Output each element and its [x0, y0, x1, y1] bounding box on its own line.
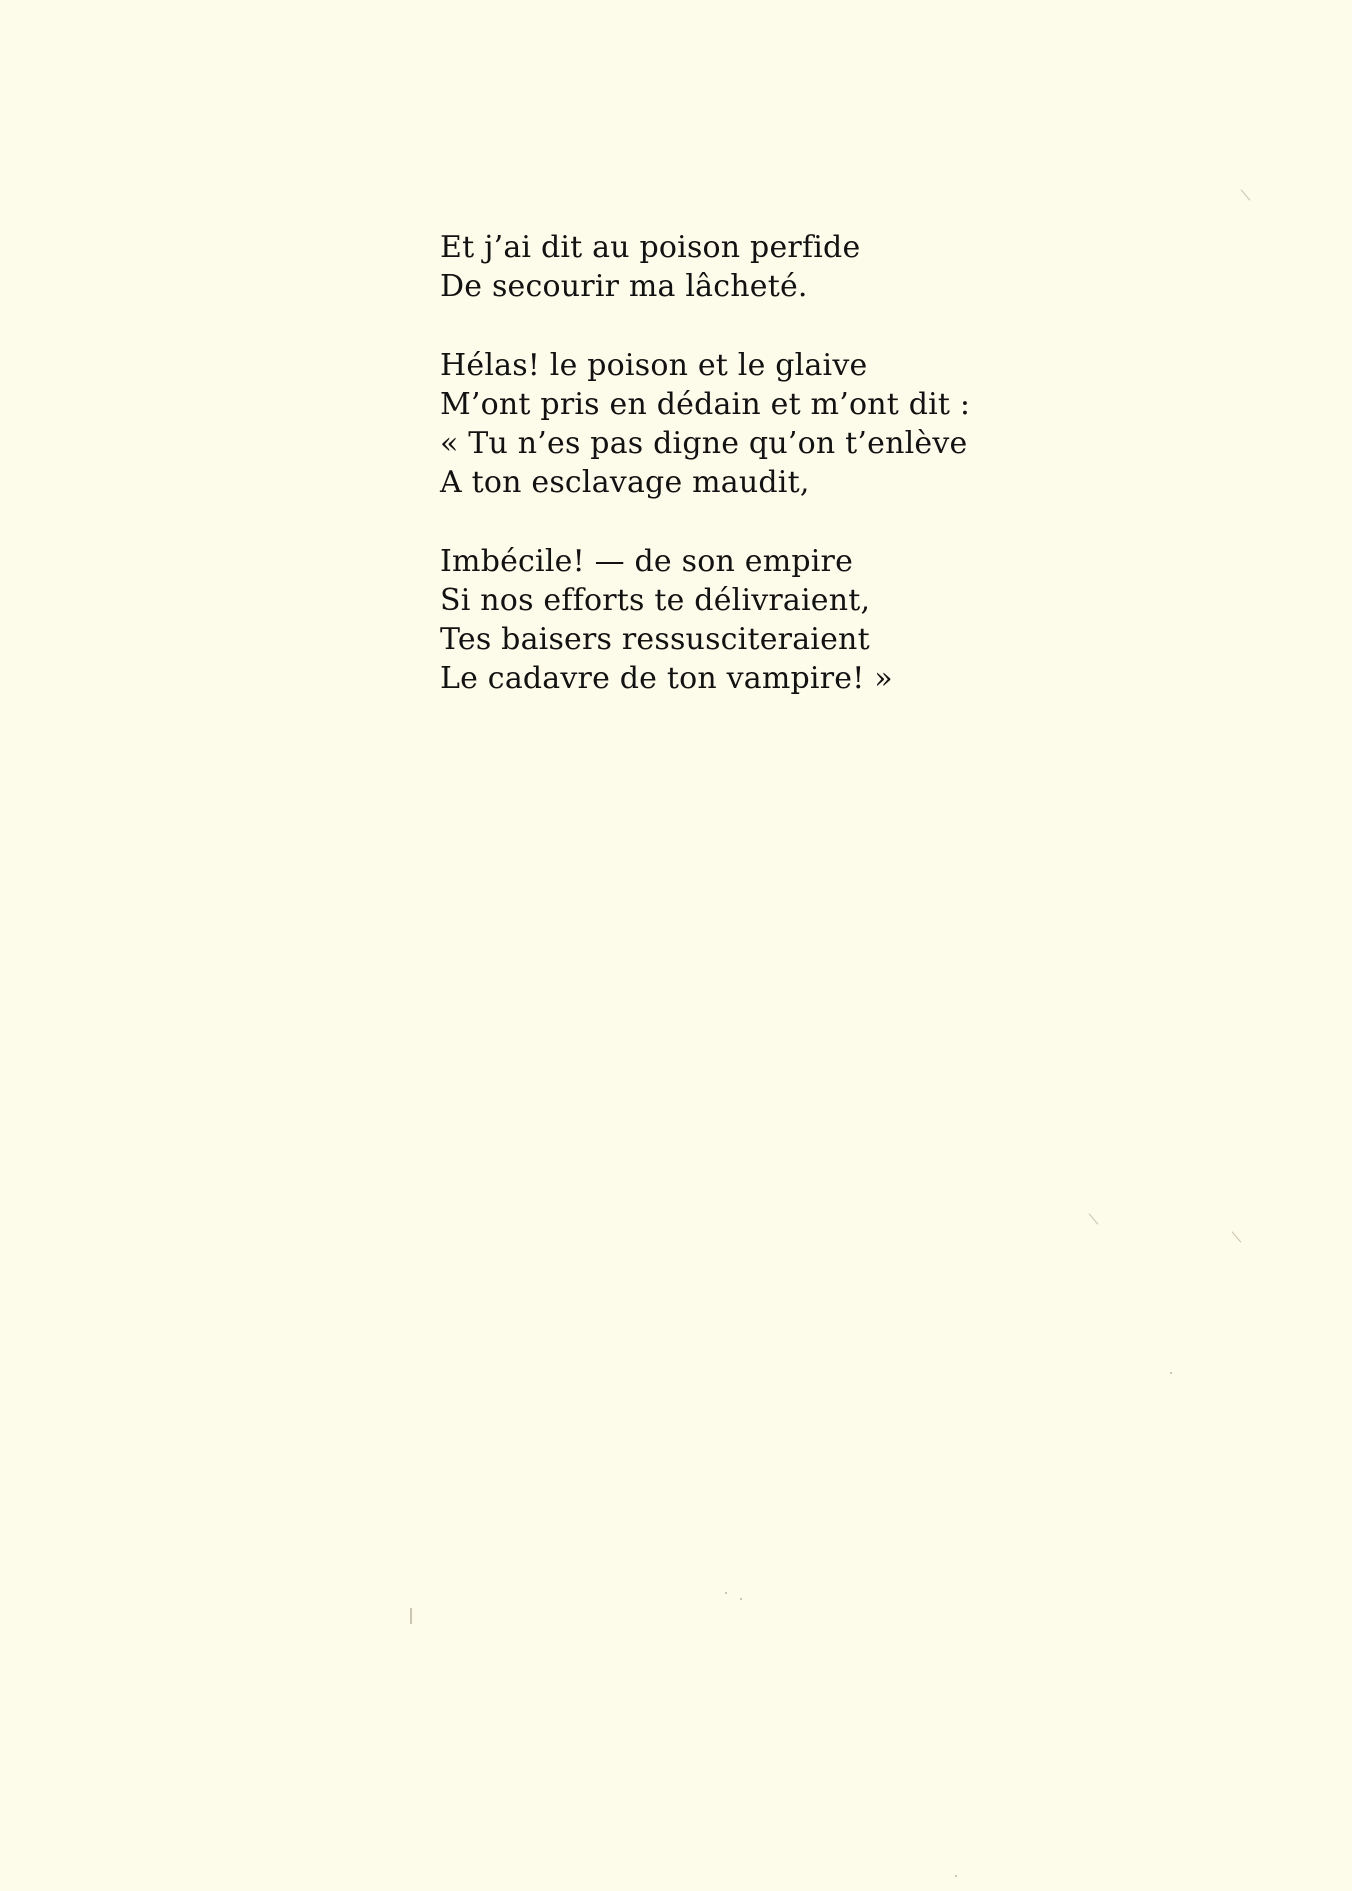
poem-line: De secourir ma lâcheté.	[440, 269, 808, 304]
poem-line: Et j’ai dit au poison perfide	[440, 230, 861, 265]
stanza-2	[440, 346, 1040, 502]
paper-mark	[410, 1608, 412, 1624]
poem-line: Imbécile! — de son empire	[440, 544, 854, 579]
paper-mark	[1089, 1213, 1099, 1224]
paper-mark	[740, 1598, 742, 1600]
paper-mark	[955, 1875, 957, 1877]
stanza-1	[440, 228, 1040, 306]
poem	[440, 228, 1040, 738]
paper-mark	[725, 1592, 727, 1594]
poem-line: Le cadavre de ton vampire! »	[440, 661, 893, 696]
paper-mark	[1241, 189, 1251, 200]
stanza-3	[440, 542, 1040, 698]
poem-line: Hélas! le poison et le glaive	[440, 348, 868, 383]
poem-line: M’ont pris en dédain et m’ont dit :	[440, 387, 971, 422]
paper-mark	[1170, 1372, 1172, 1374]
poem-line: « Tu n’es pas digne qu’on t’enlève	[440, 426, 968, 461]
poem-line: Tes baisers ressusciteraient	[440, 622, 870, 657]
poem-line: Si nos efforts te délivraient,	[440, 583, 871, 618]
poem-line: A ton esclavage maudit,	[440, 465, 810, 500]
paper-mark	[1232, 1231, 1242, 1242]
